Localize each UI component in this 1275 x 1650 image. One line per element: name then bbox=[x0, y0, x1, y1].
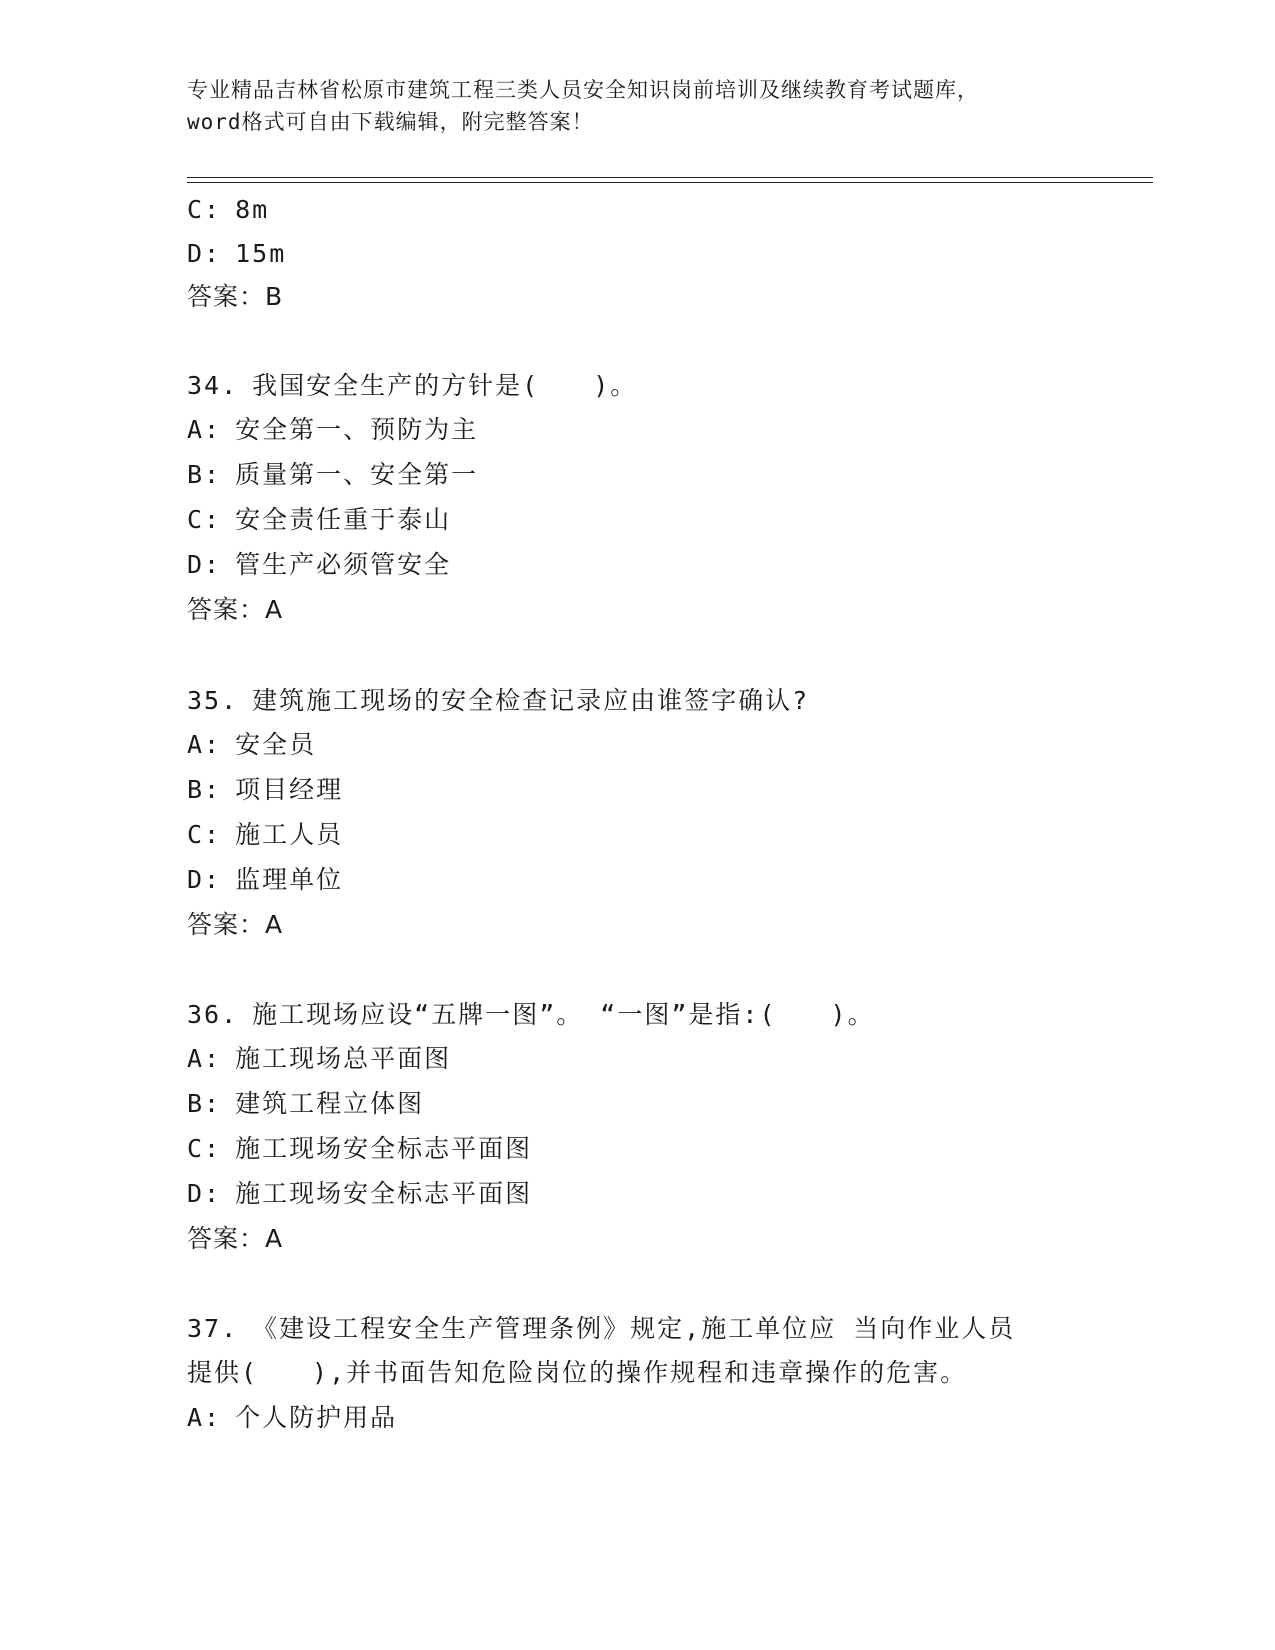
header-title-line2: word格式可自由下载编辑，附完整答案！ bbox=[187, 110, 594, 134]
option-text: 安全责任重于泰山 bbox=[235, 505, 452, 534]
option-line bbox=[187, 414, 478, 446]
option-text: 质量第一、安全第一 bbox=[235, 460, 479, 489]
option-text: 15m bbox=[235, 239, 287, 268]
question-text: 我国安全生产的方针是( )。 bbox=[252, 371, 638, 400]
option-line bbox=[187, 238, 286, 270]
option-key: D: bbox=[187, 550, 222, 579]
option-text: 安全员 bbox=[235, 730, 317, 759]
option-line bbox=[187, 1133, 532, 1165]
option-key: D: bbox=[187, 1179, 222, 1208]
option-line bbox=[187, 1178, 532, 1210]
option-line bbox=[187, 774, 343, 806]
header-title-line1: 专业精品吉林省松原市建筑工程三类人员安全知识岗前培训及继续教育考试题库， bbox=[187, 78, 979, 102]
question-stem bbox=[187, 1313, 1015, 1345]
option-text: 安全第一、预防为主 bbox=[235, 415, 479, 444]
answer-line: 答案：A bbox=[187, 1224, 284, 1253]
option-line bbox=[187, 819, 343, 851]
option-line bbox=[187, 864, 343, 896]
option-line bbox=[187, 504, 451, 536]
option-text: 项目经理 bbox=[235, 775, 344, 804]
option-line bbox=[187, 459, 478, 491]
option-line bbox=[187, 194, 269, 226]
option-line bbox=[187, 549, 451, 581]
option-text: 8m bbox=[235, 195, 270, 224]
question-text-line2: 提供( ),并书面告知危险岗位的操作规程和违章操作的危害。 bbox=[187, 1358, 968, 1387]
option-key: A: bbox=[187, 415, 222, 444]
question-number: 36. bbox=[187, 1000, 239, 1029]
option-key: A: bbox=[187, 1403, 222, 1432]
question-number: 35. bbox=[187, 686, 239, 715]
option-key: B: bbox=[187, 775, 222, 804]
question-number: 34. bbox=[187, 371, 239, 400]
option-text: 监理单位 bbox=[235, 865, 344, 894]
option-text: 管生产必须管安全 bbox=[235, 550, 452, 579]
option-key: A: bbox=[187, 1044, 222, 1073]
question-text: 建筑施工现场的安全检查记录应由谁签字确认? bbox=[252, 686, 810, 715]
answer-line: 答案：A bbox=[187, 910, 284, 939]
option-line bbox=[187, 729, 316, 761]
option-text: 施工人员 bbox=[235, 820, 344, 849]
option-line bbox=[187, 1043, 451, 1075]
option-text: 施工现场安全标志平面图 bbox=[235, 1179, 533, 1208]
option-text: 施工现场总平面图 bbox=[235, 1044, 452, 1073]
question-text: 施工现场应设“五牌一图”。 “一图”是指:( )。 bbox=[252, 1000, 875, 1029]
option-key: C: bbox=[187, 1134, 222, 1163]
answer-line: 答案：B bbox=[187, 282, 284, 311]
header-rule-top bbox=[187, 177, 1153, 178]
answer-line: 答案：A bbox=[187, 595, 284, 624]
option-key: C: bbox=[187, 195, 222, 224]
option-line bbox=[187, 1402, 397, 1434]
option-key: B: bbox=[187, 1089, 222, 1118]
document-header bbox=[187, 74, 1087, 138]
question-stem bbox=[187, 370, 637, 402]
option-key: C: bbox=[187, 820, 222, 849]
option-text: 建筑工程立体图 bbox=[235, 1089, 425, 1118]
option-line bbox=[187, 1088, 424, 1120]
question-stem bbox=[187, 999, 875, 1031]
question-stem bbox=[187, 685, 809, 717]
question-number: 37. bbox=[187, 1314, 239, 1343]
option-key: D: bbox=[187, 239, 222, 268]
question-text-line1: 《建设工程安全生产管理条例》规定,施工单位应 当向作业人员 bbox=[252, 1314, 1016, 1343]
option-key: A: bbox=[187, 730, 222, 759]
header-rule-bottom bbox=[187, 182, 1153, 183]
option-text: 个人防护用品 bbox=[235, 1403, 398, 1432]
option-key: B: bbox=[187, 460, 222, 489]
option-key: C: bbox=[187, 505, 222, 534]
option-key: D: bbox=[187, 865, 222, 894]
option-text: 施工现场安全标志平面图 bbox=[235, 1134, 533, 1163]
